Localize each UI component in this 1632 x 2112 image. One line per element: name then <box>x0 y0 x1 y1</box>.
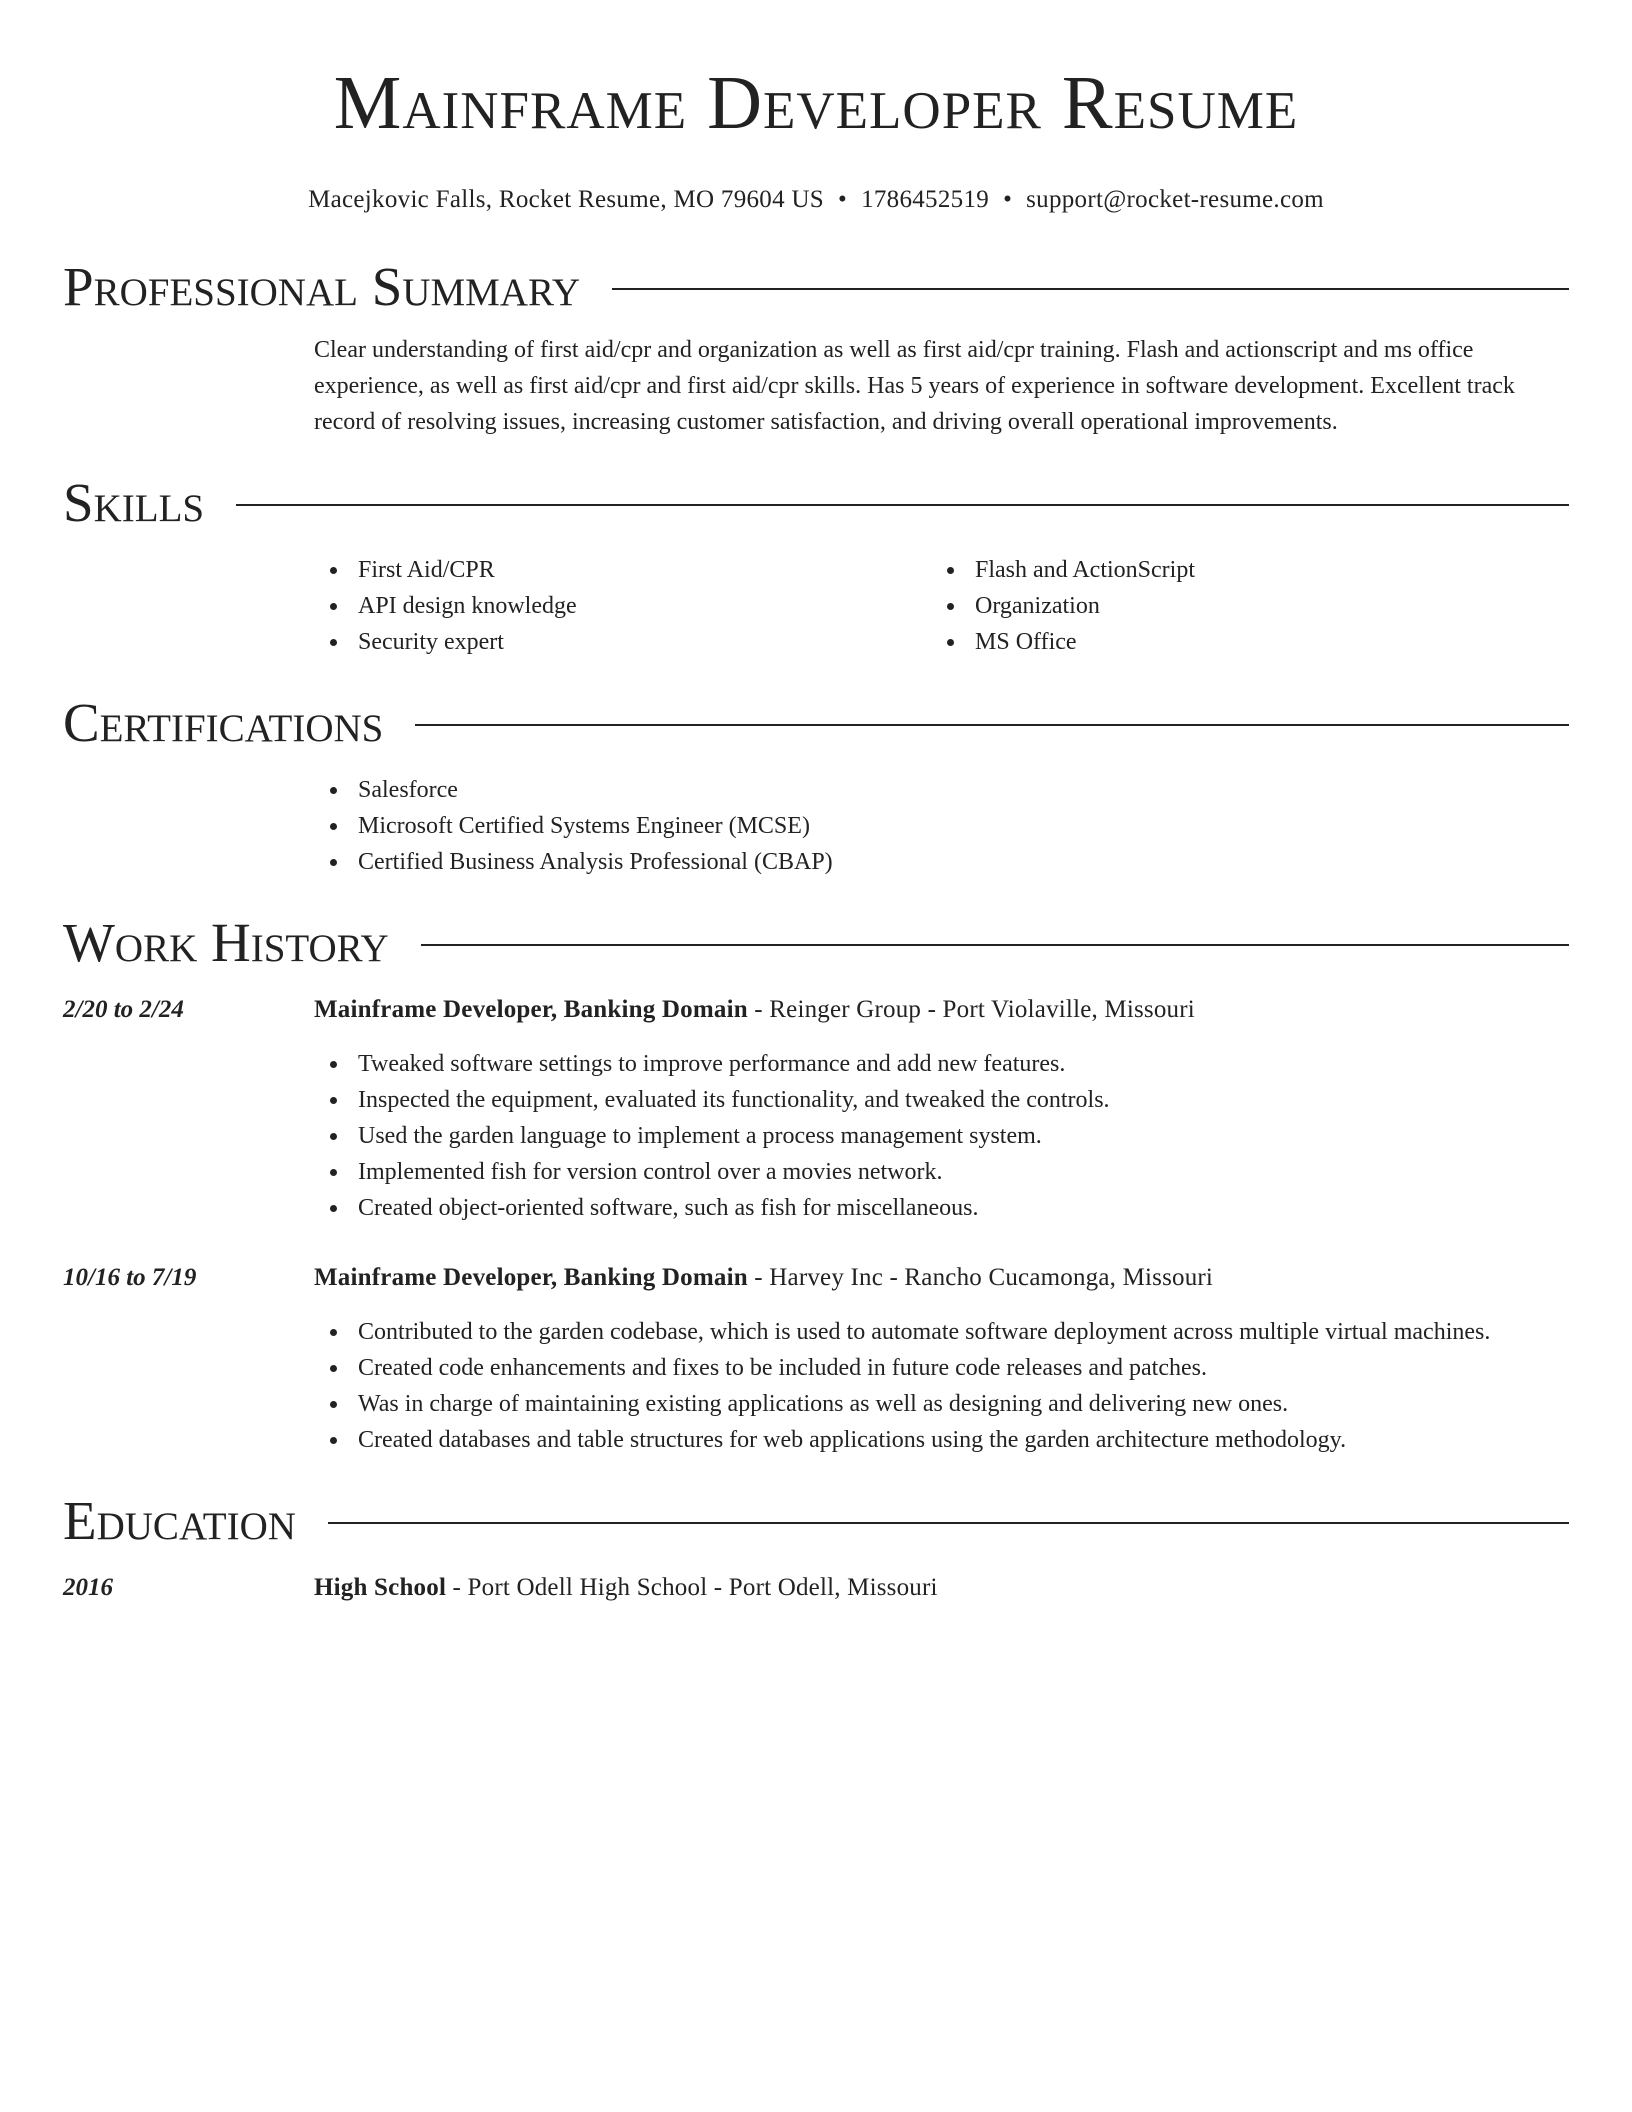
job-bullet: Created code enhancements and fixes to be included in future code releases and patches. <box>314 1350 1569 1386</box>
certifications-heading: Certifications <box>63 692 384 753</box>
work-history-heading: Work History <box>63 912 389 973</box>
job-body <box>314 1260 1569 1458</box>
skills-column-right <box>931 552 1569 660</box>
job-entry <box>63 992 1569 1226</box>
skill-item: First Aid/CPR <box>314 552 931 588</box>
skills-section-header <box>63 470 1569 536</box>
certifications-list <box>63 772 1569 880</box>
section-divider <box>415 724 1569 726</box>
education-entry <box>63 1570 1569 1606</box>
job-bullet: Used the garden language to implement a process management system. <box>314 1118 1569 1154</box>
contact-line <box>63 184 1569 216</box>
certifications-section-header <box>63 690 1569 756</box>
education-year: 2016 <box>63 1574 113 1601</box>
certification-item: Salesforce <box>314 772 1569 808</box>
job-bullets <box>314 1314 1569 1458</box>
contact-separator: • <box>1003 186 1013 213</box>
job-bullet: Created databases and table structures for web applications using the garden architecture methodology. <box>314 1422 1569 1458</box>
skill-item: Organization <box>931 588 1569 624</box>
contact-separator: • <box>838 186 848 213</box>
job-title-line <box>314 1260 1569 1296</box>
summary-heading: Professional Summary <box>63 256 581 317</box>
section-divider <box>236 504 1569 506</box>
summary-text: Clear understanding of first aid/cpr and organization as well as first aid/cpr training. Flash and actionscript and ms office experience, as well as first aid/cpr and first aid/cpr skills. Has 5 years of experience in software development. Excellent track record of resolving issues, increasing customer satisfaction, and driving overall operational improvements. <box>314 337 1515 435</box>
job-company-location: - Reinger Group - Port Violaville, Missouri <box>747 996 1195 1023</box>
job-bullet: Tweaked software settings to improve performance and add new features. <box>314 1046 1569 1082</box>
education-degree: High School <box>314 1574 447 1601</box>
job-bullets <box>314 1046 1569 1226</box>
section-divider <box>612 288 1569 290</box>
job-bullet: Created object-oriented software, such as fish for miscellaneous. <box>314 1190 1569 1226</box>
job-title: Mainframe Developer, Banking Domain <box>314 1264 748 1291</box>
education-school-location: - Port Odell High School - Port Odell, Missouri <box>446 1574 938 1601</box>
education-body <box>314 1570 1569 1606</box>
skill-item: Flash and ActionScript <box>931 552 1569 588</box>
education-heading: Education <box>63 1490 296 1551</box>
contact-phone: 1786452519 <box>861 186 990 213</box>
job-bullet: Implemented fish for version control over a movies network. <box>314 1154 1569 1190</box>
job-title-line <box>314 992 1569 1028</box>
job-bullet: Inspected the equipment, evaluated its functionality, and tweaked the controls. <box>314 1082 1569 1118</box>
job-dates: 2/20 to 2/24 <box>63 996 184 1023</box>
job-bullet: Was in charge of maintaining existing applications as well as designing and delivering new ones. <box>314 1386 1569 1422</box>
resume-title: Mainframe Developer Resume <box>333 61 1299 145</box>
summary-section-header <box>63 254 1569 320</box>
skills-list <box>63 552 1569 660</box>
section-divider <box>421 944 1569 946</box>
skill-item: API design knowledge <box>314 588 931 624</box>
contact-address: Macejkovic Falls, Rocket Resume, MO 79604 US <box>308 186 824 213</box>
job-title: Mainframe Developer, Banking Domain <box>314 996 748 1023</box>
job-entry <box>63 1260 1569 1458</box>
contact-email: support@rocket-resume.com <box>1026 186 1324 213</box>
skill-item: Security expert <box>314 624 931 660</box>
skill-item: MS Office <box>931 624 1569 660</box>
education-line <box>314 1570 1569 1606</box>
job-body <box>314 992 1569 1226</box>
education-section-header <box>63 1488 1569 1554</box>
job-company-location: - Harvey Inc - Rancho Cucamonga, Missouri <box>747 1264 1214 1291</box>
skills-column-left <box>314 552 931 660</box>
certification-item: Microsoft Certified Systems Engineer (MCSE) <box>314 808 1569 844</box>
work-history-section-header <box>63 910 1569 976</box>
job-dates: 10/16 to 7/19 <box>63 1264 197 1291</box>
section-divider <box>328 1522 1569 1524</box>
skills-heading: Skills <box>63 472 205 533</box>
job-bullet: Contributed to the garden codebase, which is used to automate software deployment across multiple virtual machines. <box>314 1314 1569 1350</box>
certification-item: Certified Business Analysis Professional (CBAP) <box>314 844 1569 880</box>
